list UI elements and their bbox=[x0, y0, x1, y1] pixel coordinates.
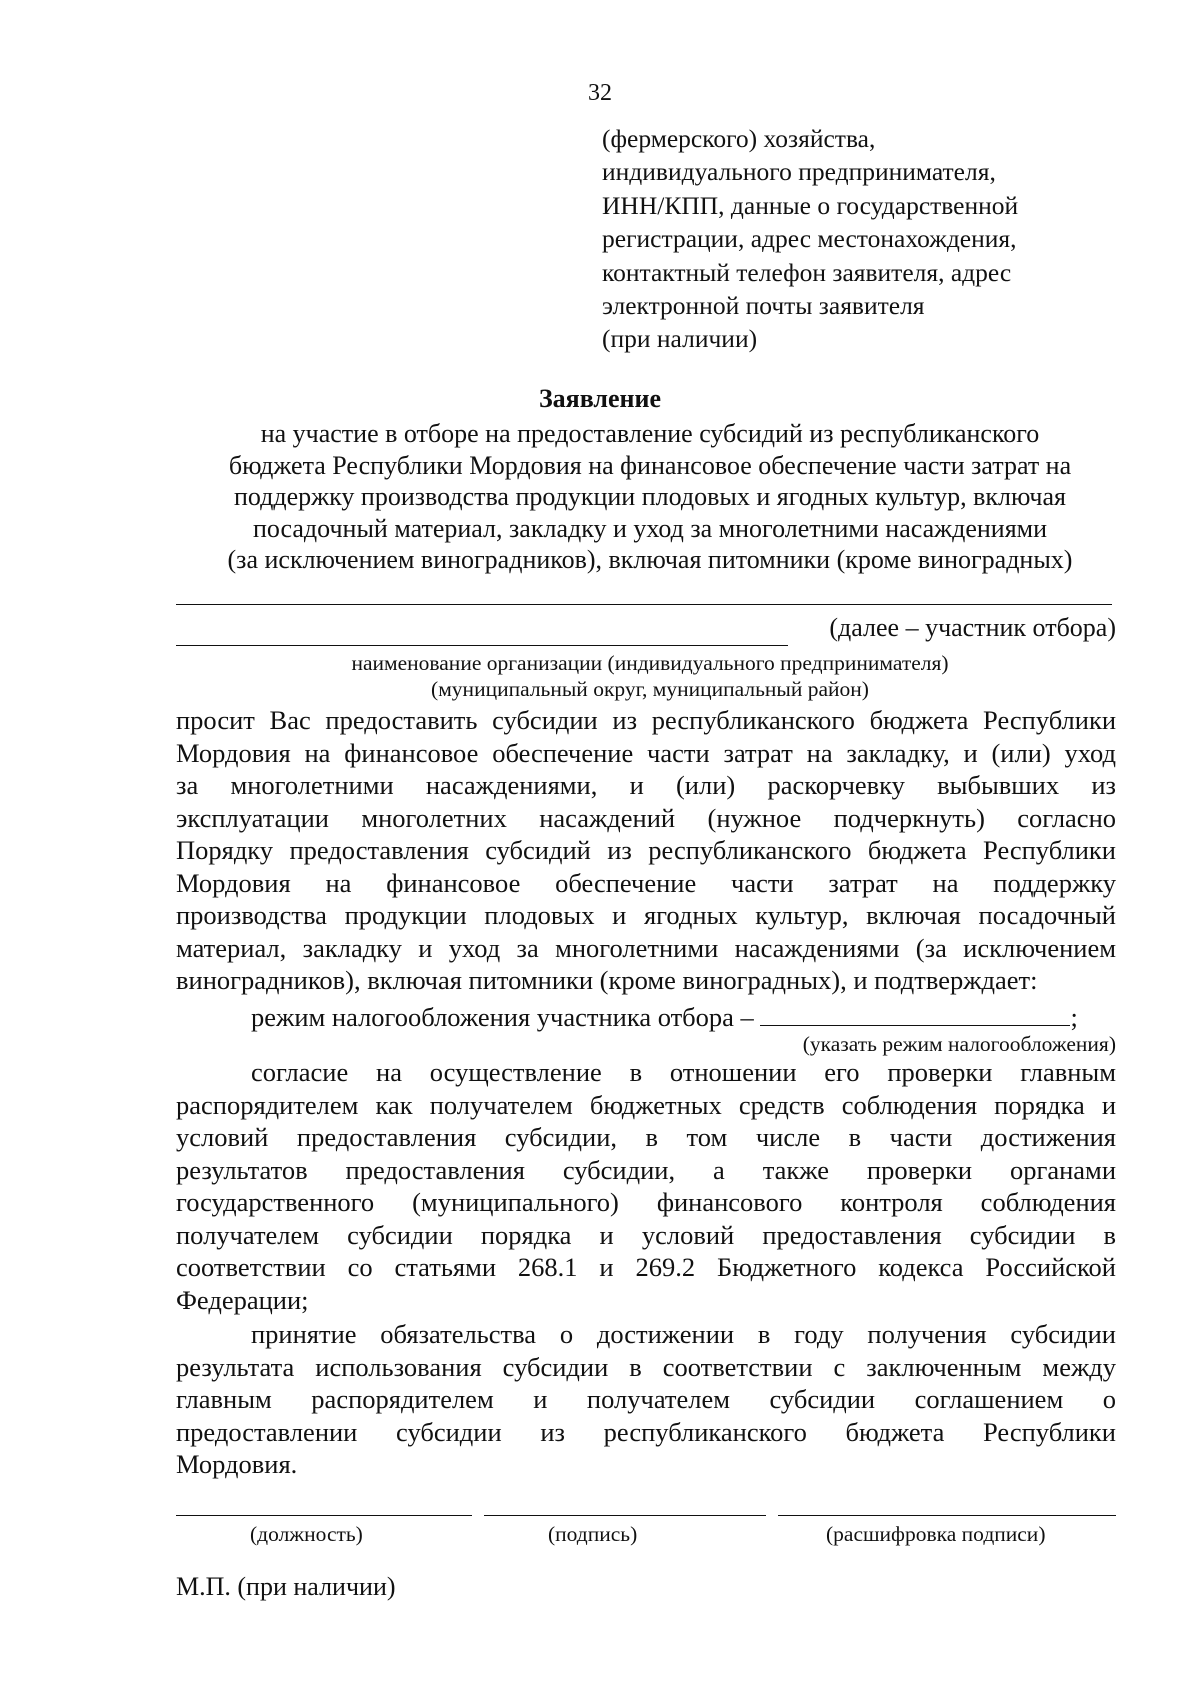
addressee-line: контактный телефон заявителя, адрес bbox=[602, 257, 1012, 287]
paragraph-line: эксплуатации многолетних насаждений (нужное подчеркнуть) согласно bbox=[176, 802, 1116, 833]
paragraph-line: результатов предоставления субсидии, а также проверки органами bbox=[176, 1154, 1116, 1185]
paragraph-line: предоставлении субсидии из республиканского бюджета Республики bbox=[176, 1416, 1116, 1447]
tax-regime-blank bbox=[760, 1003, 1070, 1026]
signature-decoding-line bbox=[778, 1515, 1116, 1516]
document-title: Заявление bbox=[538, 384, 662, 413]
paragraph-line: Федерации; bbox=[176, 1284, 309, 1315]
signature-label: (подпись) bbox=[548, 1522, 638, 1546]
paragraph-line: принятие обязательства о достижении в году получения субсидии bbox=[251, 1319, 1116, 1349]
paragraph-line: производства продукции плодовых и ягодных культур, включая посадочный bbox=[176, 900, 1116, 930]
paragraph-line: согласие на осуществление в отношении его проверки главным bbox=[251, 1057, 1116, 1087]
participant-note: наименование организации (индивидуального предпринимателя) bbox=[351, 651, 949, 675]
paragraph-line: главным распорядителем и получателем субсидии соглашением о bbox=[176, 1384, 1116, 1414]
tax-regime-suffix: ; bbox=[1070, 1002, 1078, 1032]
paragraph-line: получателем субсидии порядка и условий предоставления субсидии в bbox=[176, 1219, 1116, 1250]
subtitle-line: (за исключением виноградников), включая питомники (кроме виноградных) bbox=[227, 545, 1073, 574]
participant-name-blank-line bbox=[176, 604, 1112, 605]
participant-name-blank-line bbox=[176, 645, 788, 646]
tax-regime-note: (указать режим налогообложения) bbox=[802, 1032, 1116, 1056]
paragraph-line: Порядку предоставления субсидий из республиканского бюджета Республики bbox=[176, 835, 1116, 865]
paragraph-line: Мордовия. bbox=[176, 1449, 298, 1479]
paragraph-line: соответствии со статьями 268.1 и 269.2 Бюджетного кодекса Российской bbox=[176, 1252, 1116, 1282]
paragraph-line: государственного (муниципального) финансового контроля соблюдения bbox=[176, 1187, 1116, 1217]
addressee-line: (при наличии) bbox=[602, 324, 758, 354]
subtitle-line: бюджета Республики Мордовия на финансовое обеспечение части затрат на bbox=[228, 450, 1072, 480]
signature-decoding-label: (расшифровка подписи) bbox=[826, 1522, 1046, 1546]
position-label: (должность) bbox=[250, 1522, 363, 1546]
stamp-note: М.П. (при наличии) bbox=[176, 1572, 396, 1601]
signature-line bbox=[484, 1515, 766, 1516]
consent-paragraph bbox=[176, 1056, 1116, 1316]
addressee-line: регистрации, адрес местонахождения, bbox=[602, 224, 1017, 254]
request-paragraph bbox=[176, 704, 1116, 997]
participant-note: (муниципальный округ, муниципальный район) bbox=[431, 677, 869, 701]
paragraph-line: условий предоставления субсидии, в том числе в части достижения bbox=[176, 1122, 1116, 1152]
page-number: 32 bbox=[588, 80, 612, 106]
paragraph-line: просит Вас предоставить субсидии из республиканского бюджета Республики bbox=[176, 705, 1116, 735]
participant-name-row bbox=[176, 611, 1116, 649]
tax-regime-label: режим налогообложения участника отбора – bbox=[251, 1002, 754, 1032]
paragraph-line: виноградников), включая питомники (кроме виноградных), и подтверждает: bbox=[176, 965, 1038, 995]
addressee-line: электронной почты заявителя bbox=[602, 291, 925, 321]
tax-regime-row bbox=[251, 1002, 1078, 1033]
document-subtitle bbox=[170, 418, 1130, 576]
paragraph-line: результата использования субсидии в соответствии с заключенным между bbox=[176, 1351, 1116, 1382]
subtitle-line: на участие в отборе на предоставление субсидий из республиканского bbox=[260, 419, 1040, 448]
addressee-line: (фермерского) хозяйства, bbox=[602, 124, 876, 153]
position-signature-line bbox=[176, 1515, 472, 1516]
addressee-line: индивидуального предпринимателя, bbox=[602, 157, 996, 187]
subtitle-line: посадочный материал, закладку и уход за многолетними насаждениями bbox=[252, 513, 1048, 543]
paragraph-line: за многолетними насаждениями, и (или) раскорчевку выбывших из bbox=[176, 770, 1116, 800]
subtitle-line: поддержку производства продукции плодовых и ягодных культур, включая bbox=[234, 482, 1066, 511]
addressee-block bbox=[602, 122, 1018, 356]
paragraph-line: Мордовия на финансовое обеспечение части затрат на поддержку bbox=[176, 867, 1116, 898]
paragraph-line: распорядителем как получателем бюджетных средств соблюдения порядка и bbox=[176, 1089, 1116, 1120]
obligation-paragraph bbox=[176, 1318, 1116, 1481]
paragraph-line: материал, закладку и уход за многолетними насаждениями (за исключением bbox=[176, 932, 1116, 963]
paragraph-line: Мордовия на финансовое обеспечение части затрат на закладку, и (или) уход bbox=[176, 737, 1116, 768]
addressee-line: ИНН/КПП, данные о государственной bbox=[602, 190, 1019, 220]
participant-suffix: (далее – участник отбора) bbox=[829, 613, 1116, 642]
